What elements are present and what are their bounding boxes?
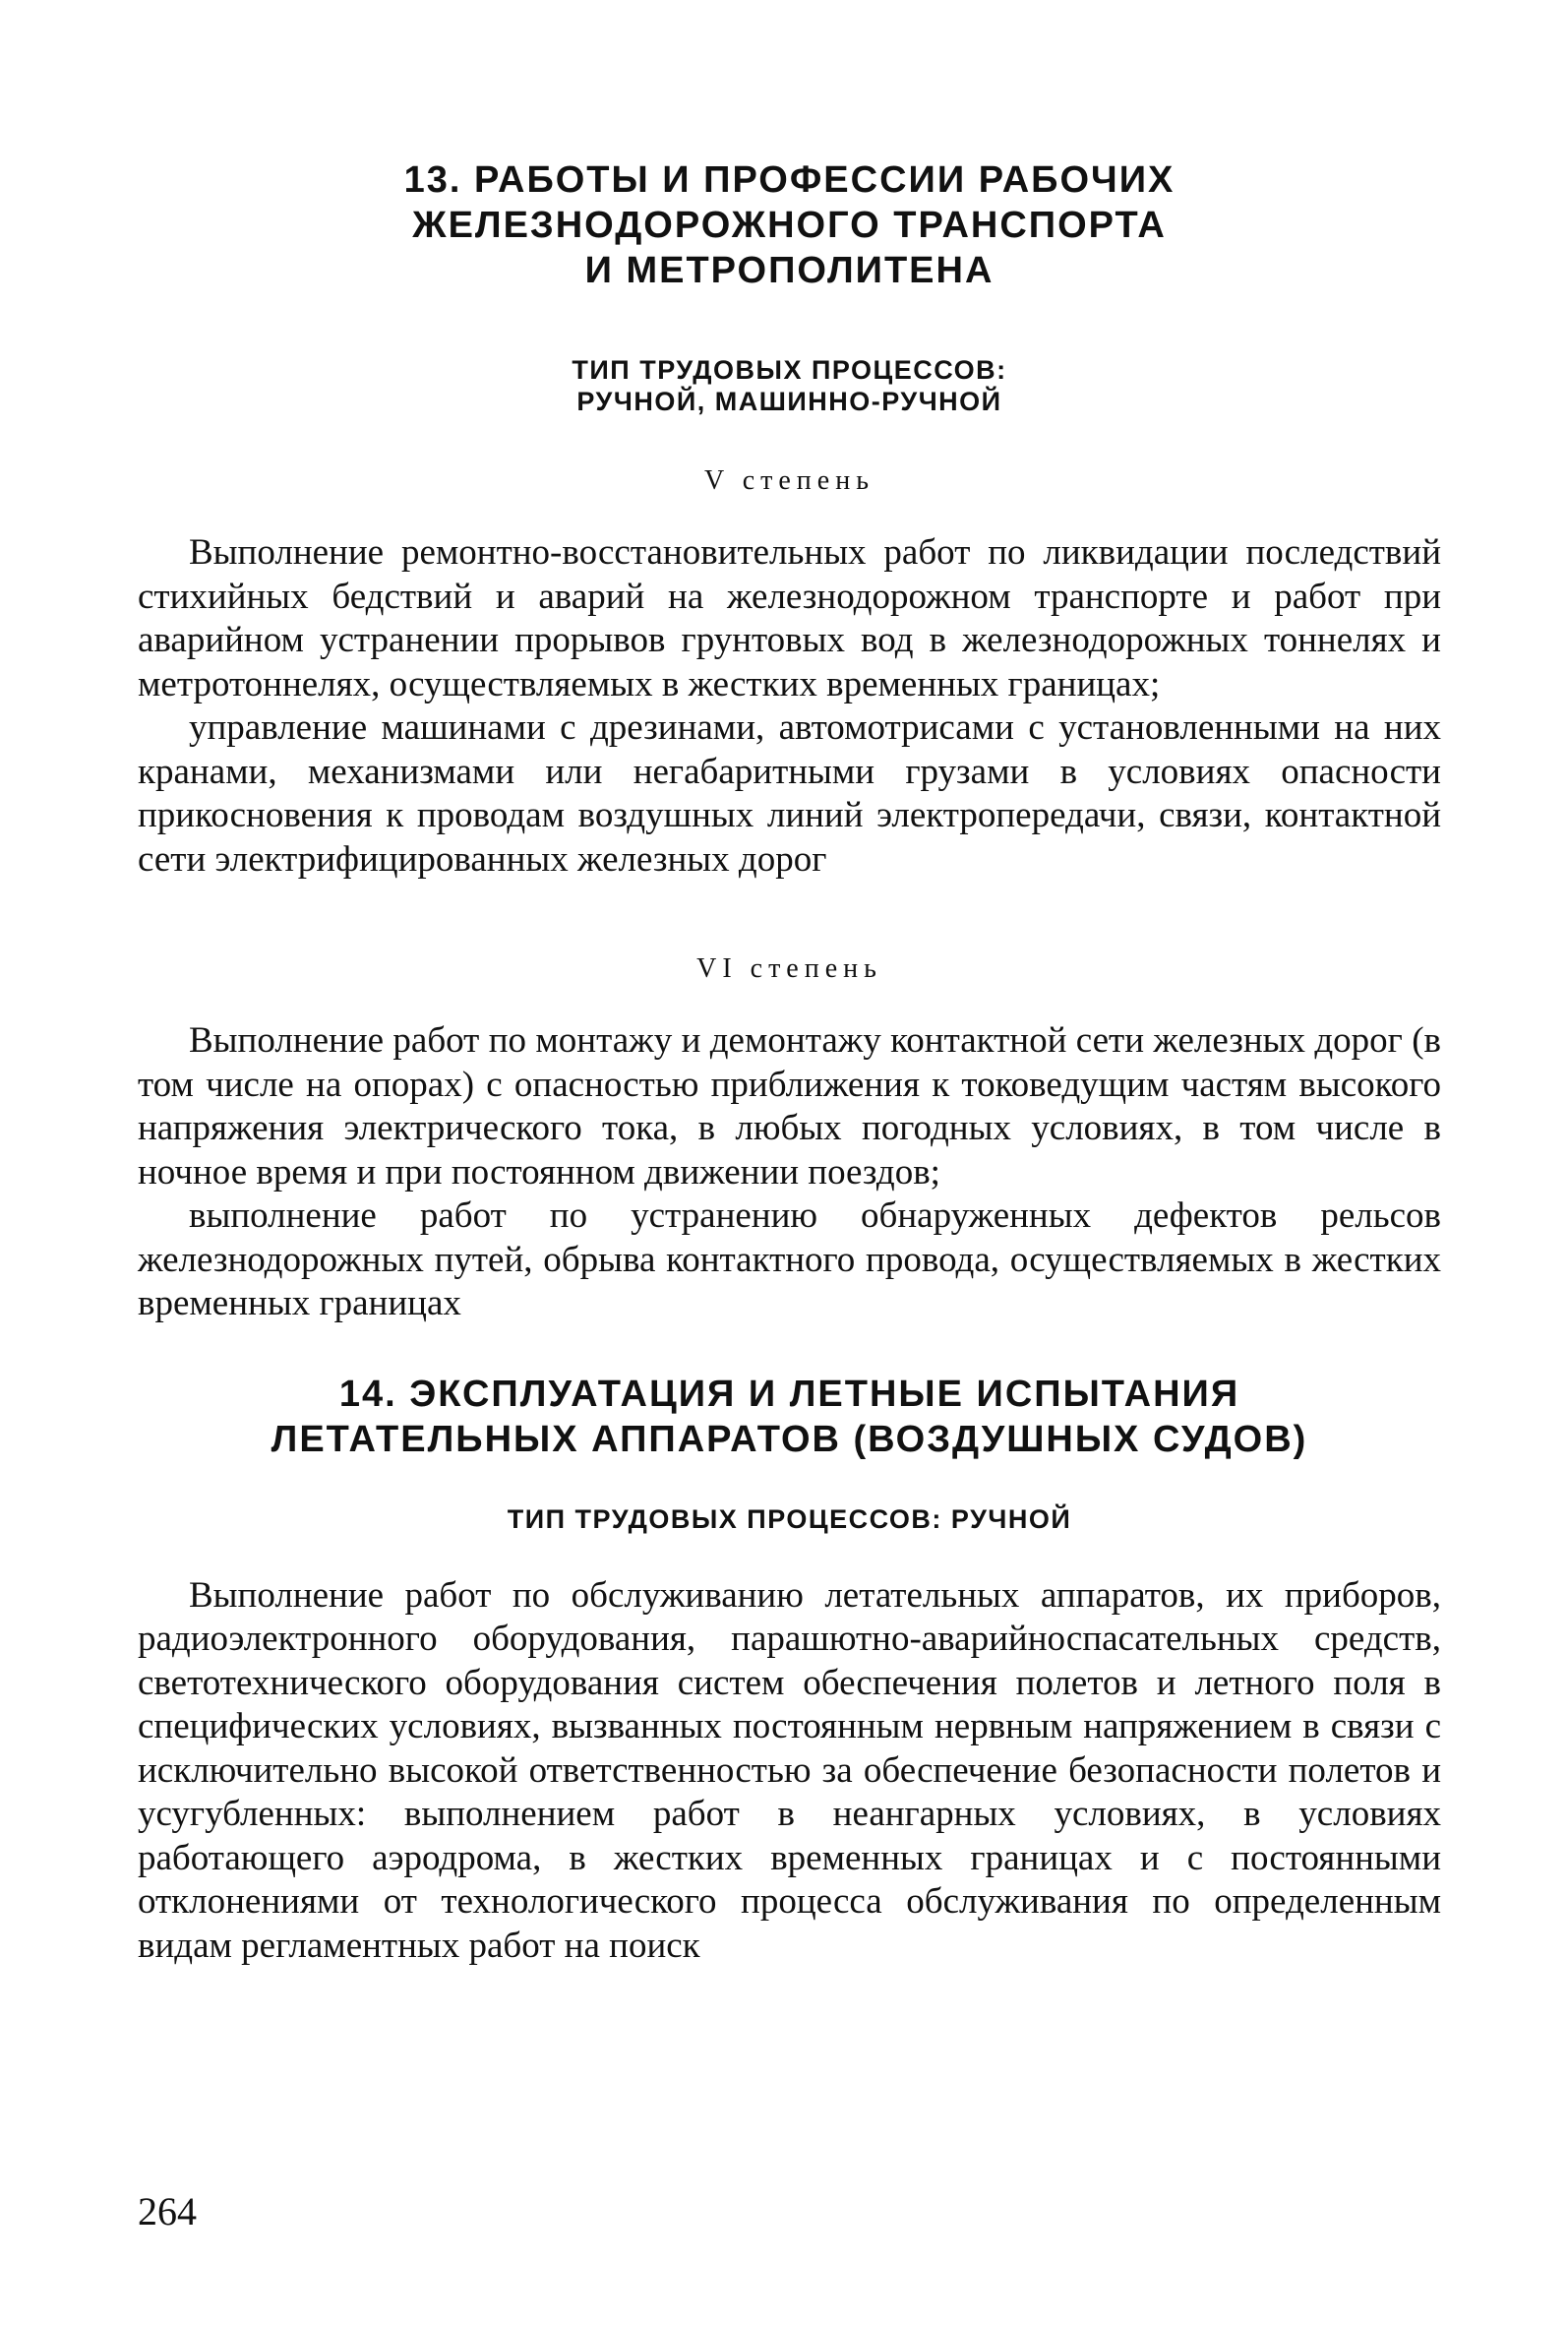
paragraph: выполнение работ по устранению обнаруженных дефектов рельсов железнодорожных путей, обрыва контактного провода, осуществляемых в жестких временных границах [138,1195,1441,1323]
process-type-line: ТИП ТРУДОВЫХ ПРОЦЕССОВ: [572,355,1007,385]
section-13-title [138,157,1441,293]
section-13-title-line: 13. РАБОТЫ И ПРОФЕССИИ РАБОЧИХ [403,159,1176,201]
degree-v-heading: V степень [704,465,874,496]
page-body [138,157,1441,1968]
section-14-title-line: 14. ЭКСПЛУАТАЦИЯ И ЛЕТНЫЕ ИСПЫТАНИЯ [338,1373,1240,1415]
paragraph: управление машинами с дрезинами, автомотрисами с установленными на них кранами, механизмами или негабаритными грузами в условиях опасности прикосновения к проводам воздушных линий электропередачи, связи, контактной сети электрифицированных железных дорог [138,707,1441,880]
section-13-process-type [138,354,1441,417]
section-13-title-line: И МЕТРОПОЛИТЕНА [584,250,995,291]
section-13-title-line: ЖЕЛЕЗНОДОРОЖНОГО ТРАНСПОРТА [412,205,1167,246]
paragraph: Выполнение работ по обслуживанию летательных аппаратов, их приборов, радиоэлектронного оборудования, парашютно-аварийноспасательных средств, светотехнического оборудования систем обеспечения полетов и летного поля в специфических условиях, вызванных постоянным нервным напряжением в связи с исключительно высокой ответственностью за обеспечение безопасности полетов и усугубленных: выполнением работ в неангарных условиях, в условиях работающего аэродрома, в жестких временных границах и с постоянными отклонениями от технологического процесса обслуживания по определенным видам регламентных работ на поиск [138,1574,1441,1966]
section-14-title-line: ЛЕТАТЕЛЬНЫХ АППАРАТОВ (ВОЗДУШНЫХ СУДОВ) [271,1418,1308,1460]
paragraph: Выполнение ремонтно-восстановительных работ по ликвидации последствий стихийных бедствий и аварий на железнодорожном транспорте и работ при аварийном устранении прорывов грунтовых вод в железнодорожных тоннелях и метротоннелях, осуществляемых в жестких временных границах; [138,532,1441,704]
paragraph: Выполнение работ по монтажу и демонтажу контактной сети железных дорог (в том числе на опорах) с опасностью приближения к токоведущим частям высокого напряжения электрического тока, в любых погодных условиях, в том числе в ночное время и при постоянном движении поездов; [138,1020,1441,1193]
degree-vi-heading: VI степень [696,953,882,984]
section-14-title [138,1372,1441,1462]
page-number: 264 [138,2189,197,2233]
process-type-line: РУЧНОЙ, МАШИННО-РУЧНОЙ [576,387,1002,416]
section-14-process-type: ТИП ТРУДОВЫХ ПРОЦЕССОВ: РУЧНОЙ [507,1503,1072,1534]
